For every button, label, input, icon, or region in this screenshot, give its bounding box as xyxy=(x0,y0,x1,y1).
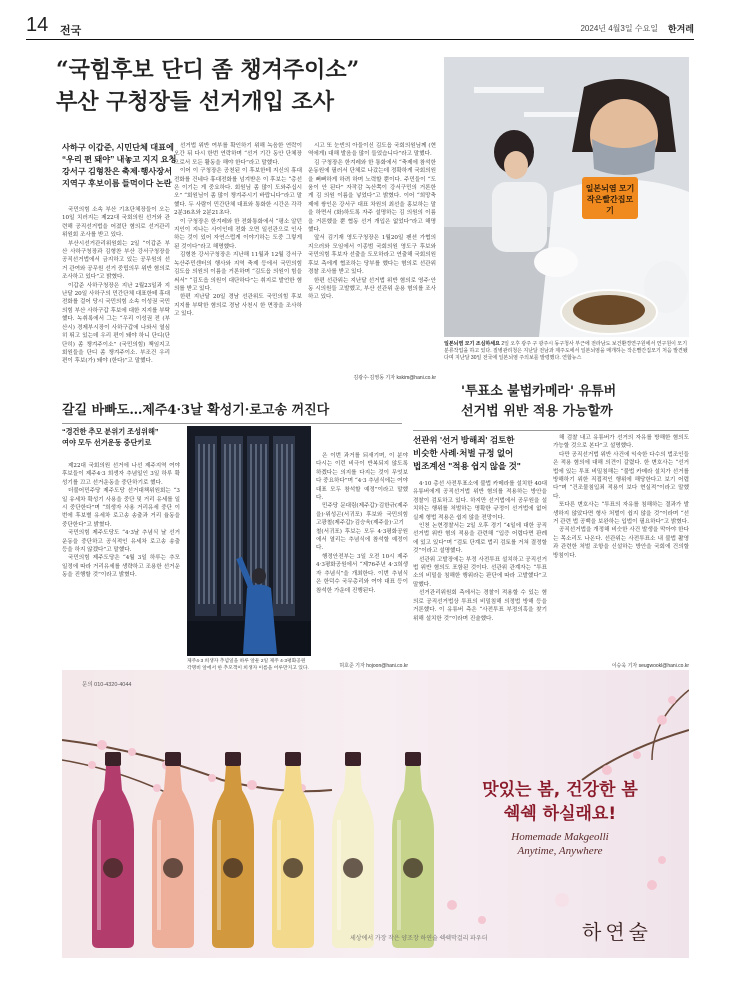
main-story-column-2 xyxy=(174,142,302,382)
ad-tagline: 세상에서 가장 작은 양조장 하연술 쉑쉑막걸리 파우더 xyxy=(350,936,488,942)
story3-headline[interactable]: 갈길 바빠도…제주4·3날 확성기·로고송 꺼진다 xyxy=(62,403,330,418)
makgeolli-bottle xyxy=(392,752,434,948)
paragraph: 제22대 국회의원 선거에 나선 제주지역 여야 후보들이 제주4·3 희생자 추념일인 3일 하루 확성기를 끄고 선거운동을 중단하기로 했다. xyxy=(62,463,180,486)
page-number: 14 xyxy=(26,14,49,36)
paragraph: 해 검찰 내고 유튜버가 선거의 자유를 방해한 혐의도 가능할 것으로 본다”고 설명했다. xyxy=(553,435,689,450)
photo1-caption xyxy=(444,341,689,362)
subhead-line: “경건한 추모 분위기 조성위해” xyxy=(62,427,159,436)
paragraph: 공직선거법을 개정해 비슷한 사건 발생을 막아야 한다는 목소리도 나온다. 선관위는 사전투표소 내 불법 촬영과 관련한 처벌 조항을 신설하는 방안을 국회에 건의할 방침이다. xyxy=(553,527,689,559)
story2-column-2 xyxy=(553,434,689,660)
makgeolli-bottle xyxy=(152,752,194,948)
story2-headline-line: 선거법 위반 적용 가능할까 xyxy=(461,404,613,419)
main-byline: 김광수·김영동 기자 kskim@hani.co.kr xyxy=(353,375,436,381)
story2-byline: 이승욱 기자 seugwookl@hani.co.kr xyxy=(611,663,689,669)
paragraph: 한편 지난달 20일 경남 선관위도 국민의힘 후보 지지를 부탁한 혐의로 경남 사천시 한 면장을 조사하고 있다. xyxy=(174,294,302,318)
subhead-line: 여야 모두 선거운동 중단키로 xyxy=(62,438,152,447)
paragraph: 4·10 총선 사전투표소에 불법 카메라를 설치한 40대 유튜버에게 공직선거법 위반 혐의를 적용하는 방안을 경찰이 검토하고 있다. 하지만 선거법에서 공무원을 설치하는 행위를 처벌하는 명확한 규정이 선거법에 없어 실제 형법 적용은 쉽지 않을 전망이다. xyxy=(413,481,547,521)
ad-english-slogan xyxy=(440,830,680,858)
subhead-line: 선관위 '선거 방해죄' 검토한 xyxy=(413,435,515,445)
subhead-line: 지역구 후보이름 들먹이다 논란 xyxy=(62,179,172,188)
story3-subheads xyxy=(62,426,187,448)
issue-date: 2024년 4월3일 수요일 xyxy=(580,24,658,33)
divider xyxy=(413,430,689,431)
paragraph: 은 이번 과거를 되새기며, 이 분야 다시는 이런 비극이 반복되지 않도록 하겠다는 의지를 다지는 것이 무엇보다 중요하다”며 “4·3 추념식에는 여야 대표 모두 참석할 예정”이라고 말했다. xyxy=(316,453,408,502)
photo1-caption-body: 2일 오후 광주 구 광주시 동구청사 부근에 전라남도 보건환경연구원에서 연구원이 모기 분류작업을 하고 있다. 질병관리청은 지난달 전남과 제주도에서 일본뇌염을 매개하는 작은빨간집모기 처음 발견됐다며 지난달 30일 전국에 일본뇌염 주의보를 발령했다. xyxy=(444,341,688,361)
paragraph: 선관위 고발장에는 부정 사전투표 설치하고 공직선거법 위반 혐의도 포함된 것이다. 선관위 관계자는 “투표소의 비밀을 침해한 행위라는 판단에 따라 고발했다”고 말했다. xyxy=(413,556,547,588)
paper-name: 한겨레 xyxy=(667,24,694,34)
makgeolli-bottle xyxy=(272,752,314,948)
makgeolli-ad[interactable] xyxy=(62,670,689,958)
paragraph: 국민의힘 제주도당은 “4월 3일 하루는 추모 일정에 따라 거리유세를 생략하고 조용한 선거운동을 진행할 것”이라고 밝혔다. xyxy=(62,555,180,579)
photo2-caption-text: 제주4·3 희생자 추념일을 하루 앞둔 2일 제주 4·3평화공원 각명비 앞에서 한 추모객이 희생자 이름을 어루만지고 있다. xyxy=(187,659,309,671)
paragraph: 이 구청장은 한겨레와 한 전화통화에서 “평소 알던 지인이 지나는 사이인데 전화 오면 일선관으로 인사하는 것이 있어 자연스럽게 이야기하는 도중 그렇게 된 것이다”라고 해명했다. xyxy=(174,218,302,250)
section-label: 전국 xyxy=(60,25,82,37)
paragraph: 이갑준 사하구청장은 지난 2월23일과 지난달 20일 사하구의 민간단체 대표한테 휴대전화를 걸어 당시 국민의힘 소속 이성권 국민의힘 부산 사하구갑 후보에 대한 지지를 부탁했다. 녹취록에서 그는 “우리 이성권 전 (부산시) 경제부시장이 사하구갑에 나와서 열심히 뛰고 있는데 우리 편이 돼야 하니 단디(단단히) 좀 챙겨주이소” (국민의힘) 책임지고 회원들을 단디 좀 챙겨주이소. 부조건 우리 편이 후보(가) 돼야 (한다)”고 말했다. xyxy=(62,282,170,365)
bottle-row xyxy=(86,750,446,950)
story3-column-2 xyxy=(316,452,408,660)
story3-byline: 허호준 기자 hojoon@hani.co.kr xyxy=(339,663,408,669)
ad-brand-logo: 하연술 xyxy=(582,920,652,944)
mosquito-lab-photo xyxy=(444,57,689,337)
paragraph: 이어 이 구청장은 공천된 이 후보한테 지신의 휴대전화를 건네다 휴대전화를 넘겨받은 이 후보는 “총선은 이기는 게 중요하다. 회원님 좀 많이 도와주십시오” “회원님이 좀 많이 챙겨주시기 바랍니다”라고 말했다. 두 사람이 민간단체 대표와 통화한 시간은 각각 2분36초와 2분21초다. xyxy=(174,168,302,217)
mosquito-sign-text: 일본뇌염 모기 작은빨간집모기 xyxy=(585,184,635,215)
paragraph: 앞서 김기재 영도구청장은 1월20일 펜션 가협의 지으러와 모임에서 이종범 국회의원 영도구 후보와 국민의힘 후보자 선출을 도모하라고 연출해 국회의원 후보 측에게 협조하는 당부를 했다는 혐의로 선관위 경찰 조사를 받고 있다. xyxy=(308,235,436,276)
story3-column-1 xyxy=(62,462,180,668)
paragraph: 시고 또 눈빈의 아들이신 김도읍 국회의원님께 (현역에게) 대해 발음을 많이 들었습니다”라고 말했다. xyxy=(308,143,436,158)
ad-english-line: Anytime, Anywhere xyxy=(517,845,603,857)
story2-subheads xyxy=(413,434,563,473)
ad-headline-line: 쉑쉑 하실래요! xyxy=(503,804,617,824)
paragraph: 선거관리위원회 측에서는 경찰이 적용할 수 있는 혐의로 공직선거법상 투표의 비밀침해 의정법 방해 등을 거론했다. 이 유튜버 측은 “사전투표 부정의혹을 찾기 위해 설치한 것”이라며 진술했다. xyxy=(413,590,547,622)
photo1-caption-title: 일본뇌염 모기 조심하세요 xyxy=(444,341,500,347)
paragraph: 선거법 위반 여부를 확인하기 위해 녹음한 연락이 오간 뒤 다시 한번 연락하며 “선거 기간 동안 단체장으로서 모든 활동을 해야 한다”라고 말했다. xyxy=(174,143,302,166)
makgeolli-bottle xyxy=(212,752,254,948)
paragraph: 행정안전부는 3일 오전 10시 제주4·3평화공원에서 “제76주년 4·3희생자 추념식”을 개최한다. 이번 추념식은 한덕수 국무총리와 여야 대표 등이 참석한 가운데 진행된다. xyxy=(316,553,408,594)
paragraph: 민주당 문대림(제주갑)·김한규(제주을)·위성곤(서귀포) 후보와 국민의힘 고광철(제주갑)·김승욱(제주을)·고기철(서귀포) 후보는 모두 4·3평화공원에서 열리는 추념식에 참석할 예정이다. xyxy=(316,503,408,552)
page-header xyxy=(26,14,694,40)
main-headline[interactable] xyxy=(56,54,436,118)
paragraph: 인천 논현경찰서는 2일 오후 경기 “4일에 대한 공직선거법 위반 혐의 적용을 관련해 “입증 어렵다면 판례에 있고 있다”며 “검토 단계로 법리 검토를 거쳐 결정할 것”이라고 설명했다. xyxy=(413,523,547,555)
makgeolli-bottle xyxy=(332,752,374,948)
ad-headline-line: 맛있는 봄, 건강한 봄 xyxy=(482,780,638,800)
ad-headline xyxy=(440,778,680,826)
ad-contact: 문의 010-4320-4044 xyxy=(82,682,132,688)
lab-scene-illustration xyxy=(444,57,689,337)
paragraph: 부산시선거관리위원회는 2일 “이갑준 부산 사하구청장과 김형찬 부산 강서구청장을 공직선거법에서 금지하고 있는 공무원의 선거 관여와 공무원 선거 중립의무 위반 혐의로 조사하고 있다”고 밝혔다. xyxy=(62,240,170,281)
main-headline-line: 부산 구청장들 선거개입 조사 xyxy=(56,89,335,115)
main-story-column-3 xyxy=(308,142,436,370)
memorial-wall-photo xyxy=(187,426,311,656)
subhead-line: “우리 편 돼야” 내놓고 지지 요청 xyxy=(62,155,177,164)
subhead-line: 법조계선 "적용 쉽지 않을 것" xyxy=(413,461,521,471)
main-headline-line: “국힘후보 단디 좀 챙겨주이소” xyxy=(56,57,360,83)
divider xyxy=(62,423,402,424)
paragraph: 국민의힘 제주도당도 “4·3날 추념식 날 선거운동을 중단하고 공식적인 유세차 로고송 송출 등을 하지 않겠다”고 말했다. xyxy=(62,530,180,554)
memorial-wall-illustration xyxy=(187,426,311,656)
paragraph: 김 구청장은 한겨레와 한 통화에서 “축제에 참석한 운동원에 필러서 단체로 나갔는데 정확하게 국회의원을 뻐뻐하게 하려 하며 노력할 뿐이다. 주민들이 “도움이 안 된다” 자작감 녹산쪽이 강서구민의 거론한 게 김 의원 이름을 넣었다”고 밝혔다. 이어 “희망축제에 쌍인은 강서구 대표 차원의 최선을 홍보하는 말을 하면서 (화)하도록 자주 설명하는 김 의원의 이름을 거론했을 뿐 협동 선거 개입은 없었다”라고 해명했다. xyxy=(308,159,436,234)
bottles-illustration xyxy=(86,750,446,950)
story2-headline[interactable] xyxy=(461,382,691,422)
paragraph: 다만 공직선거법 위반 사건에 익숙한 다수의 법조인들은 적용 혐의에 대해 의견이 갈렸다. 한 변호사는 “선거법에 있는 투표 비밀침해는 “불법 카메라 설치가 선거를 방해하기 위한 직접적인 행위에 해당한다고 보기 어렵다”며 “건조물침입죄 적용이 보다 현실적”이라고 말했다. xyxy=(553,451,689,500)
paragraph: 더불어민주당 제주도당 선거대책위원회는 “3일 유세차 확성기 사용을 중단 및 거리 유세를 일시 중단한다”며 “희생자 사용 거리유세 중단 이번에 후보별 유세차 로고송 송출과 거리 율동을 중단한다”고 밝혔다. xyxy=(62,488,180,528)
makgeolli-bottle xyxy=(92,752,134,948)
subhead-line: 사하구 이갑준, 시민단체 대표에 xyxy=(62,143,174,152)
main-story-column-1 xyxy=(62,206,170,382)
story2-headline-line: '투표소 불법카메라' 유튜버 xyxy=(461,384,617,399)
paragraph: 또다른 변호사는 “투표의 자유를 침해하는 결과가 발생하지 않았다면 형사 처벌이 쉽지 않을 것”이라며 “선거 관련 법 공백을 보완하는 입법이 필요하다”고 밝혔다. xyxy=(553,502,689,526)
story2-column-1 xyxy=(413,480,547,660)
paragraph: 김형찬 강서구청장은 지난해 11월과 12월 강서구 녹산주민센터의 행사와 지역 축제 등에서 국민의힘 김도읍 의원의 이름을 거론하며 “김도읍 의원이 힘을 써서” “김도읍 의원이 대단하다”는 취지로 발언한 혐의를 받고 있다. xyxy=(174,252,302,292)
subhead-line: 강서구 김형찬은 축제·행사장서 xyxy=(62,167,173,176)
ad-english-line: Homemade Makgeolli xyxy=(511,831,609,843)
paragraph: 한편 선관위는 지난달 선거법 위반 혐의로 영주·안동 시의원들 고발했고, 부산 선관위 운용 혐의를 조사하고 있다. xyxy=(308,277,436,301)
subhead-line: 비슷한 사례·처벌 규정 없어 xyxy=(413,448,514,458)
photo1-caption-credit: 연합뉴스 xyxy=(562,355,582,361)
paragraph: 국민의힘 소속 부산 기초단체장들이 오는 10일 치러지는 제22대 국회의원 선거와 관련해 공직선거법을 어겼단 혐의로 선거관리위원회 조사를 받고 있다. xyxy=(62,207,170,239)
